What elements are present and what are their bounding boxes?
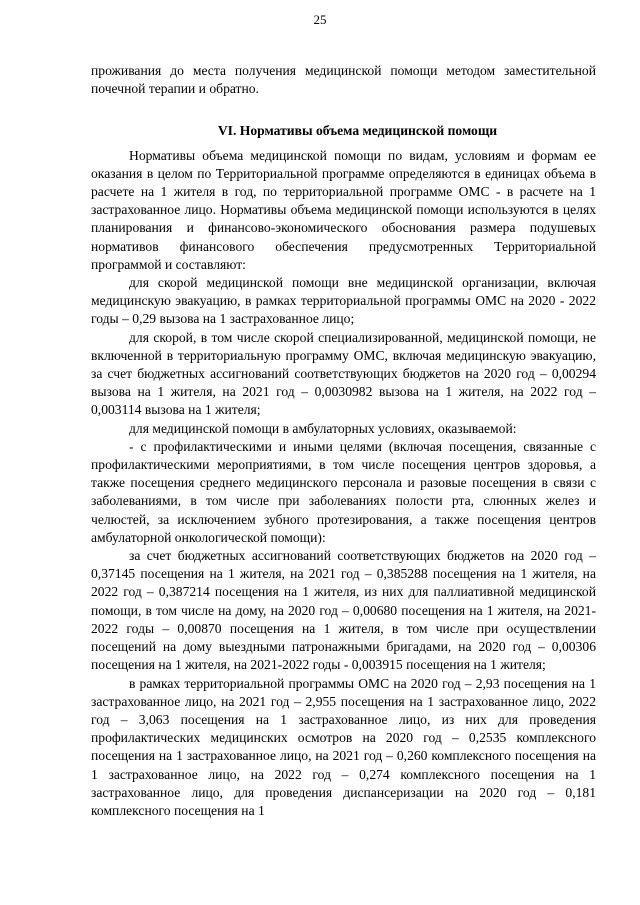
section-heading: VI. Нормативы объема медицинской помощи (217, 123, 498, 139)
paragraph-budget-visits: за счет бюджетных ассигнований соответствующих бюджетов на 2020 год – 0,37145 посещения на 1 жителя, на 2021 год – 0,385288 посещения на 1 жителя, на 2022 год – 0,387214 посещения на 1 жителя, из них для паллиативной медицинской помощи, в том числе на дому, на 2020 год – 0,00680 посещения на 1 жителя, на 2021- 2022 годы – 0,00870 посещения на 1 жителя, в том числе при осуществлении посещений на дому выездными патронажными бригадами, на 2020 год – 0,00306 посещения на 1 жителя, на 2021-2022 годы - 0,003915 посещения на 1 жителя; (91, 548, 596, 673)
paragraph-preventive-visits: - с профилактическими и иными целями (включая посещения, связанные с профилактическими мероприятиями, в том числе посещения центров здоровья, а также посещения среднего медицинского персонала и разовые посещения в связи с заболеваниями, в том числе при заболеваниях полости рта, слюнных желез и челюстей, за исключением зубного протезирования, а также посещения центров амбулаторной онкологической помощи): (91, 438, 596, 545)
paragraph-emergency-budget: для скорой, в том числе скорой специализированной, медицинской помощи, не включенной в территориальную программу ОМС, включая медицинскую эвакуацию, за счет бюджетных ассигнований соответствующих бюджетов на 2020 год – 0,00294 вызова на 1 жителя, на 2021 год – 0,0030982 вызова на 1 жителя, на 2022 год – 0,003114 вызова на 1 жителя; (91, 329, 596, 418)
paragraph-emergency-oms: для скорой медицинской помощи вне медицинской организации, включая медицинскую эвакуацию, в рамках территориальной программы ОМС на 2020 - 2022 годы – 0,29 вызова на 1 застрахованное лицо; (91, 275, 596, 327)
paragraph-intro: Нормативы объема медицинской помощи по видам, условиям и формам ее оказания в целом по Территориальной программе определяются в единицах объема в расчете на 1 жителя в год, по территориальной программе ОМС - в расчете на 1 застрахованное лицо. Нормативы объема медицинской помощи используются в целях планирования и финансово-экономического обоснования размера подушевых нормативов финансового обеспечения предусмотренных Территориальной программой и составляют: (91, 147, 596, 272)
paragraph-oms-visits: в рамках территориальной программы ОМС на 2020 год – 2,93 посещения на 1 застрахованное лицо, на 2021 год – 2,955 посещения на 1 застрахованное лицо, 2022 год – 3,063 посещения на 1 застрахованное лицо, из них для проведения профилактических медицинских осмотров на 2020 год – 0,2535 комплексного посещения на 1 застрахованное лицо, на 2021 год – 0,260 комплексного посещения на 1 застрахованное лицо, на 2022 год – 0,274 комплексного посещения на 1 застрахованное лицо, для проведения диспансеризации на 2020 год – 0,181 комплексного посещения на 1 (91, 675, 596, 818)
document-body (91, 62, 596, 820)
continuation-paragraph: проживания до места получения медицинской помощи методом заместительной почечной терапии и обратно. (91, 63, 596, 97)
page-number: 25 (313, 12, 327, 27)
paragraph-outpatient-intro: для медицинской помощи в амбулаторных условиях, оказываемой: (129, 420, 517, 436)
